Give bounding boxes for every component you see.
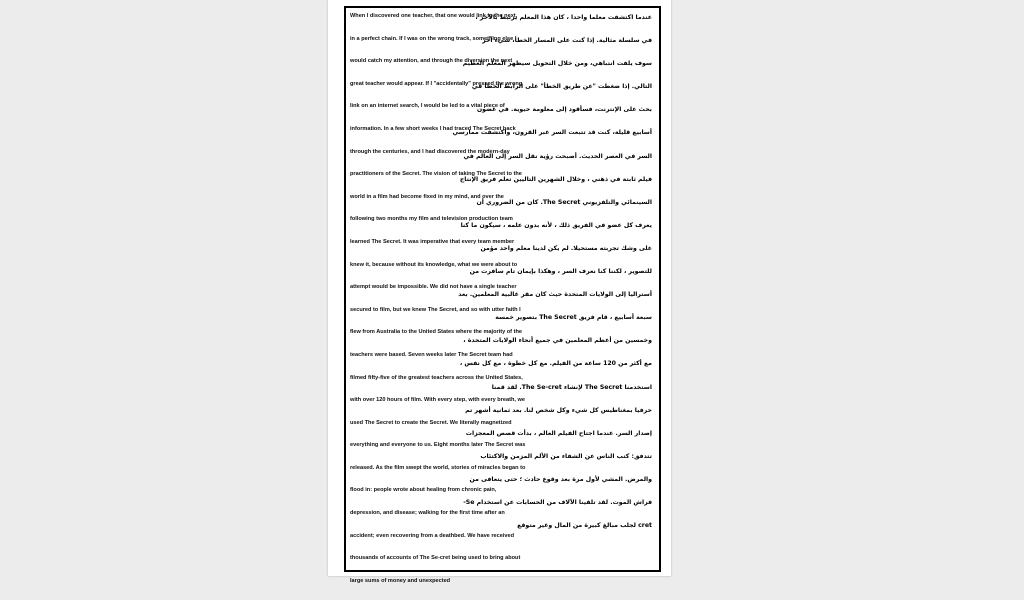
english-text-line: filmed fifty-five of the greatest teachers across the United States,	[350, 374, 523, 381]
arabic-text-line: التالي. إذا ضغطت "عن طريق الخطأ" على الرابط الخطأ في	[471, 83, 652, 91]
english-text-line: learned The Secret. It was imperative that every team member	[350, 238, 515, 245]
english-text-line: depression, and disease; walking for the first time after an	[350, 510, 505, 517]
english-text-line: thousands of accounts of The Se-cret being used to bring about	[350, 555, 521, 562]
arabic-text-line: بحث على الإنترنت، فسأقود إلى معلومة حيوية. في غضون	[476, 106, 652, 114]
english-text-line: released. As the film swept the world, stories of miracles began to	[350, 464, 526, 471]
arabic-text-line: تتدفق: كتب الناس عن الشفاء من الألم المزمن والاكتئاب	[480, 452, 652, 460]
english-text-line: in a perfect chain. If I was on the wrong track, something else	[350, 35, 514, 42]
english-column	[350, 13, 526, 600]
arabic-text-line: سوف يلفت انتباهي، ومن خلال التحويل سيظهر المعلم العظيم	[462, 60, 652, 68]
arabic-text-line: يعرف كل عضو في الفريق ذلك ، لأنه بدون علمه ، سيكون ما كنا	[460, 221, 652, 229]
arabic-text-line: حرفيا بمغناطيس كل شيء وكل شخص لنا. بعد ثمانية أشهر تم	[465, 406, 652, 414]
arabic-text-line: سبعة أسابيع ، قام فريق The Secret بتصوير خمسة	[495, 314, 652, 322]
english-text-line: used The Secret to create the Secret. We literally magnetized	[350, 419, 512, 426]
arabic-column	[452, 14, 652, 545]
arabic-text-line: أسابيع قليلة، كنت قد تتبعت السر عبر القرون، واكتشفت ممارسي	[452, 129, 652, 137]
english-text-line: practitioners of the Secret. The vision of taking The Secret to the	[350, 171, 522, 178]
page-border	[344, 6, 661, 584]
english-text-line: would catch my attention, and through the diversion the next	[350, 58, 513, 65]
english-text-line: attempt would be impossible. We did not have a single teacher	[350, 284, 517, 291]
arabic-text-line: أستراليا إلى الولايات المتحدة حيث كان مقر غالبية المعلمين. بعد	[458, 291, 652, 299]
arabic-text-line: فيلم ثابتة في ذهني ، وخلال الشهرين التاليين تعلم فريق الإنتاج	[459, 175, 652, 183]
document-page	[328, 0, 671, 584]
english-text-line: secured to film, but we knew The Secret, and so with utter faith I	[350, 306, 521, 313]
english-text-line: flew from Australia to the United States where the majority of the	[350, 329, 522, 336]
english-text-line: through the centuries, and I had discovered the modern-day	[350, 148, 510, 155]
english-text-line: world in a film had become fixed in my mind, and over the	[350, 193, 504, 200]
english-text-line: link on an internet search, I would be led to a vital piece of	[350, 103, 505, 110]
arabic-text-line: على وشك تجربته مستحيلا. لم يكن لدينا معلم واحد مؤمن	[480, 244, 652, 252]
english-text-line: knew it, because without its knowledge, what we were about to	[350, 261, 518, 268]
arabic-text-line: استخدمنا The Secret لإنشاء The Se-cret. لقد قمنا	[491, 383, 652, 391]
english-text-line: great teacher would appear. If I "accidentally" pressed the wrong	[350, 80, 523, 87]
english-text-line: When I discovered one teacher, that one would link to the next,	[350, 13, 518, 19]
arabic-text-line: للتصوير ، لكننا كنا نعرف السر ، وهكذا بإيمان تام سافرت من	[469, 268, 652, 276]
arabic-text-line: والمرض. المشي لأول مرة بعد وقوع حادث ؛ حتى يتعافى من	[469, 475, 652, 483]
arabic-text-line: في سلسلة مثالية. إذا كنت على المسار الخطأ، شيء آخر	[482, 37, 652, 45]
arabic-text-line: عندما اكتشفت معلما واحدا ، كان هذا المعلم يرتبط بالآخر ،	[475, 14, 652, 21]
english-text-line: teachers were based. Seven weeks later The Secret team had	[350, 351, 513, 358]
arabic-text-line: السر في العصر الحديث. أصبحت رؤية نقل السر إلى العالم في	[463, 152, 652, 160]
arabic-text-line: فراش الموت. لقد تلقينا الآلاف من الحسابات عن استخدام Se-	[463, 498, 652, 506]
english-text-line: following two months my film and television production team	[350, 216, 513, 223]
arabic-text-line: وخمسين من أعظم المعلمين في جميع أنحاء الولايات المتحدة ،	[463, 337, 652, 345]
english-text-line: flood in: people wrote about healing from chronic pain,	[350, 487, 497, 494]
arabic-text-line: مع أكثر من 120 ساعة من الفيلم. مع كل خطوة ، مع كل نفس ،	[459, 360, 652, 368]
arabic-text-line: cret لجلب مبالغ كبيرة من المال وغير متوقع	[517, 522, 652, 530]
english-text-line: everything and everyone to us. Eight months later The Secret was	[350, 442, 526, 449]
english-text-line: with over 120 hours of film. With every step, with every breath, we	[350, 397, 525, 404]
arabic-text-line: إصدار السر. عندما اجتاح الفيلم العالم ، بدأت قصص المعجزات	[465, 429, 652, 437]
arabic-text-line: السينمائي والتلفزيوني The Secret. كان من الضروري أن	[476, 198, 652, 206]
english-text-line: large sums of money and unexpected	[350, 577, 451, 584]
english-text-line: information. In a few short weeks I had traced The Secret back	[350, 125, 516, 132]
english-text-line: accident; even recovering from a deathbed. We have received	[350, 532, 515, 539]
